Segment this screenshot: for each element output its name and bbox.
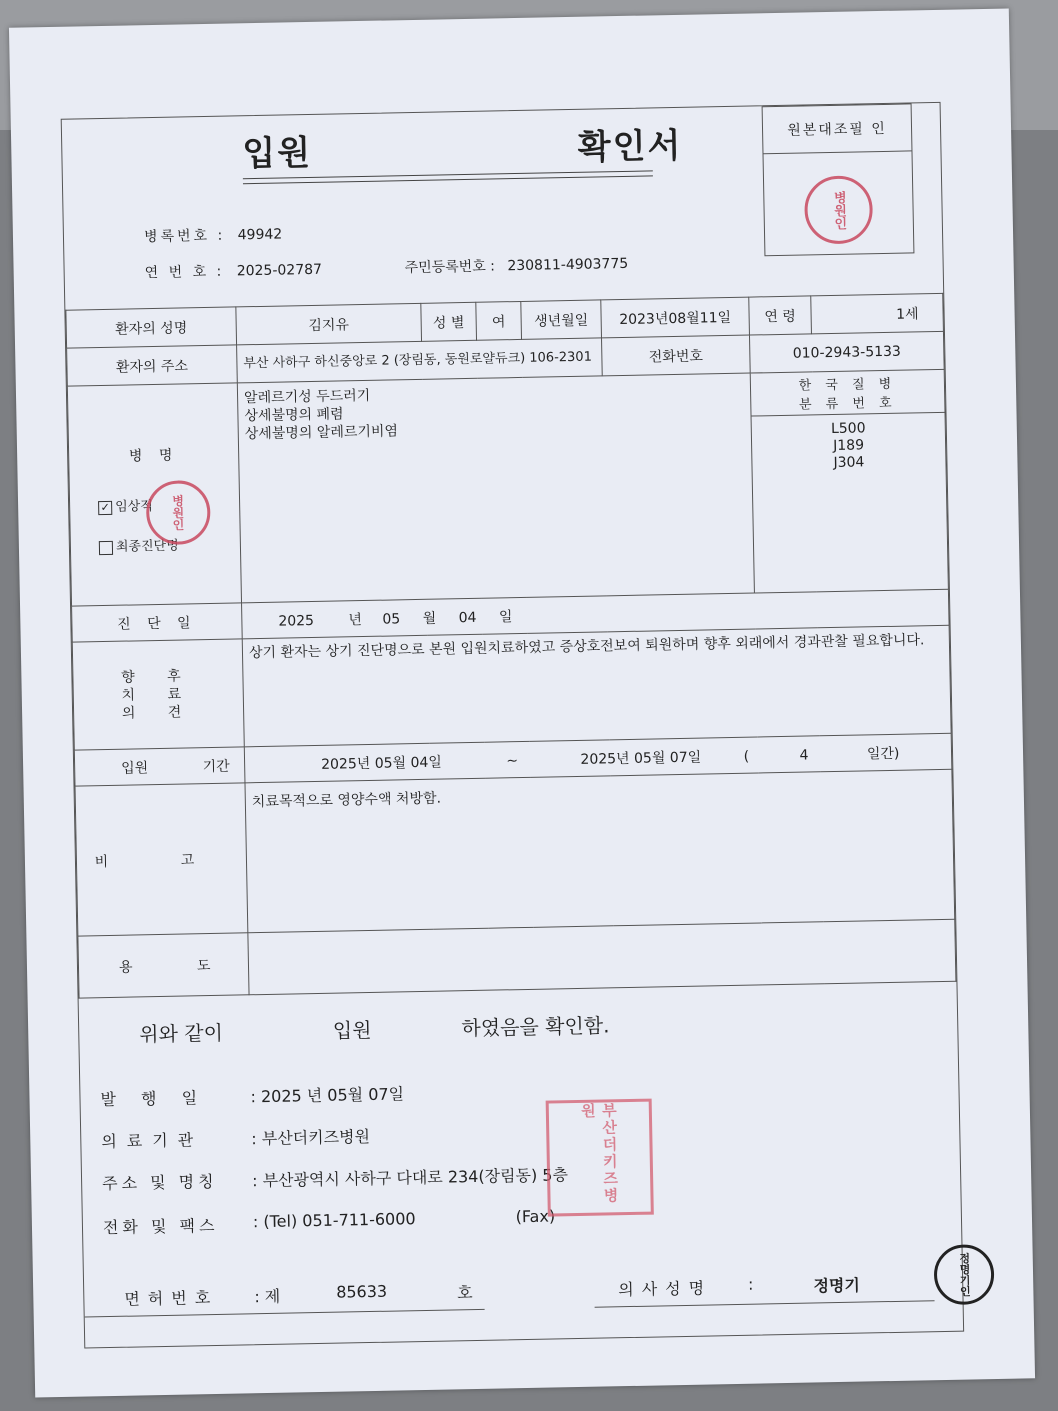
age-label: 연 령: [749, 296, 812, 335]
patient-address: 부산 사하구 하신중앙로 2 (장림동, 동원로얄듀크) 106-2301: [237, 338, 603, 383]
resident-number-label: 주민등록번호 :: [404, 258, 496, 277]
license-label: 면허번호: [124, 1287, 219, 1309]
doctor-seal-stamp: 정명기인: [933, 1244, 994, 1305]
disease-item: 상세불명의 알레르기비염: [244, 423, 399, 443]
disease-label-cell: [67, 383, 241, 606]
usage-text: [248, 919, 956, 995]
tel-fax-label: 전화 및 팩스: [102, 1215, 219, 1238]
disease-list-cell: [237, 373, 754, 603]
patient-phone: 010-2943-5133: [749, 331, 944, 373]
disease-row: [67, 369, 948, 606]
confirmation-part-c: 하였음을 확인함.: [461, 1013, 610, 1041]
doctor-label: 의사성명: [618, 1278, 713, 1300]
patient-name-label: 환자의 성명: [66, 307, 237, 348]
phone-label: 전화번호: [602, 335, 751, 376]
disease-code: L500: [830, 420, 866, 438]
serial-number: 2025-02787: [236, 261, 323, 280]
sex-label: 성 별: [421, 302, 477, 341]
record-number-label: 병록번호 :: [143, 227, 226, 246]
disease-item: 알레르기성 두드러기: [243, 387, 371, 407]
license-number: 85633: [336, 1281, 388, 1302]
period-start: 2025년 05월 04일: [320, 754, 443, 773]
disease-item: 상세불명의 폐렴: [244, 406, 344, 425]
opinion-label-1: 향 후: [121, 667, 195, 686]
clinical-seal-stamp: 병원인: [146, 480, 211, 545]
confirmation-sentence: [139, 1005, 839, 1047]
disease-code: J189: [833, 437, 865, 454]
final-checkbox: [99, 540, 113, 554]
diagnosis-month-unit: 월: [422, 610, 437, 627]
remarks-text: 치료목적으로 영양수액 처방함.: [245, 769, 955, 933]
diagnosis-month: 05: [382, 610, 401, 628]
diagnosis-year: 2025: [278, 612, 315, 630]
birth-date: 2023년08월11일: [601, 297, 750, 338]
record-number-row: [144, 224, 283, 247]
hospital-square-seal: 부산더키즈병원: [546, 1099, 654, 1217]
period-open: (: [743, 748, 750, 765]
title-area: [62, 106, 756, 309]
confirmation-part-a: 위와 같이: [139, 1020, 224, 1047]
opinion-row: [72, 625, 951, 750]
confirmation-part-b: 입원: [332, 1017, 372, 1043]
remarks-label: 비 고: [75, 783, 248, 936]
institution-address: : 부산광역시 사하구 다대로 234(장림동) 5층: [251, 1165, 569, 1191]
birth-label: 생년월일: [521, 300, 602, 340]
period-tilde: ~: [506, 752, 519, 769]
diagnosis-year-unit: 년: [348, 611, 363, 628]
diagnosis-day-unit: 일: [498, 608, 513, 625]
disease-code: J304: [833, 454, 865, 471]
title-part-2: 확인서: [577, 125, 683, 168]
opinion-label-2: 치 료: [121, 685, 196, 704]
opinion-text: 상기 환자는 상기 진단명으로 본원 입원치료하였고 증상호전보여 퇴원하며 향후 외래에서 경과관찰 필요합니다.: [242, 625, 951, 747]
period-end: 2025년 05월 07일: [580, 749, 702, 768]
period-days-unit: 일간): [866, 745, 900, 762]
resident-number-row: [404, 253, 628, 277]
age: 1세: [811, 293, 944, 334]
license-row: [84, 1280, 485, 1318]
tel-fax-row: [103, 1206, 556, 1238]
serial-number-label: 연 번 호 :: [144, 263, 225, 282]
original-verified-label: 원본대조필 인: [763, 104, 912, 154]
institution-row: [101, 1124, 370, 1152]
period-label-2: 기간: [202, 758, 230, 775]
period-label-1: 입원: [121, 759, 149, 777]
disease-code-header: [751, 370, 945, 417]
document-paper: [9, 9, 1035, 1398]
document-title: [242, 118, 683, 175]
address-label: 환자의 주소: [67, 345, 238, 386]
doctor-name: 정명기: [813, 1275, 861, 1296]
usage-label: 용 도: [78, 933, 249, 998]
period-days: 4: [799, 747, 809, 764]
final-label: 최종진단명: [115, 538, 179, 555]
resident-number: 230811-4903775: [507, 255, 629, 275]
license-suffix: 호: [456, 1283, 473, 1303]
admission-table: [65, 293, 956, 999]
patient-name: 김지유: [236, 303, 422, 345]
sex: 여: [476, 301, 522, 340]
institution-label: 의료기관: [101, 1130, 204, 1152]
opinion-label-cell: [72, 639, 244, 750]
record-number: 49942: [237, 226, 283, 244]
document-frame: [61, 102, 972, 1349]
clinical-option: [98, 495, 153, 515]
remarks-row: [75, 769, 955, 936]
period-label-cell: [74, 747, 245, 786]
institution-address-label: 주소 및 명칭: [101, 1171, 218, 1194]
clinical-label: 임상적: [115, 499, 153, 515]
fax: (Fax): [515, 1206, 556, 1227]
disease-code-list: [752, 413, 946, 474]
issue-date: : 2025 년 05월 07일: [250, 1084, 405, 1107]
issue-date-row: [100, 1081, 404, 1110]
original-verified-box: [762, 103, 915, 256]
serial-number-row: [144, 259, 322, 282]
institution: : 부산더키즈병원: [251, 1127, 371, 1149]
disease-code-label-2: 분 류 번 호: [798, 395, 897, 413]
doctor-row: [594, 1271, 935, 1308]
tel: : (Tel) 051-711-6000: [252, 1209, 416, 1232]
institution-address-row: [102, 1162, 568, 1194]
disease-code-cell: [750, 369, 948, 593]
opinion-label-3: 의 견: [121, 703, 196, 722]
doctor-colon: :: [747, 1274, 754, 1294]
license-prefix: : 제: [254, 1286, 281, 1307]
title-part-1: 입원: [242, 132, 313, 175]
disease-code-label-1: 한 국 질 병: [798, 376, 897, 394]
hospital-seal-stamp: 병원인: [804, 175, 873, 244]
diagnosis-date-label: 진 단 일: [72, 603, 243, 642]
issue-date-label: 발 행 일: [100, 1088, 208, 1110]
clinical-checkbox: ✓: [98, 500, 112, 514]
disease-label: 병 명: [128, 447, 179, 465]
diagnosis-day: 04: [458, 609, 477, 626]
